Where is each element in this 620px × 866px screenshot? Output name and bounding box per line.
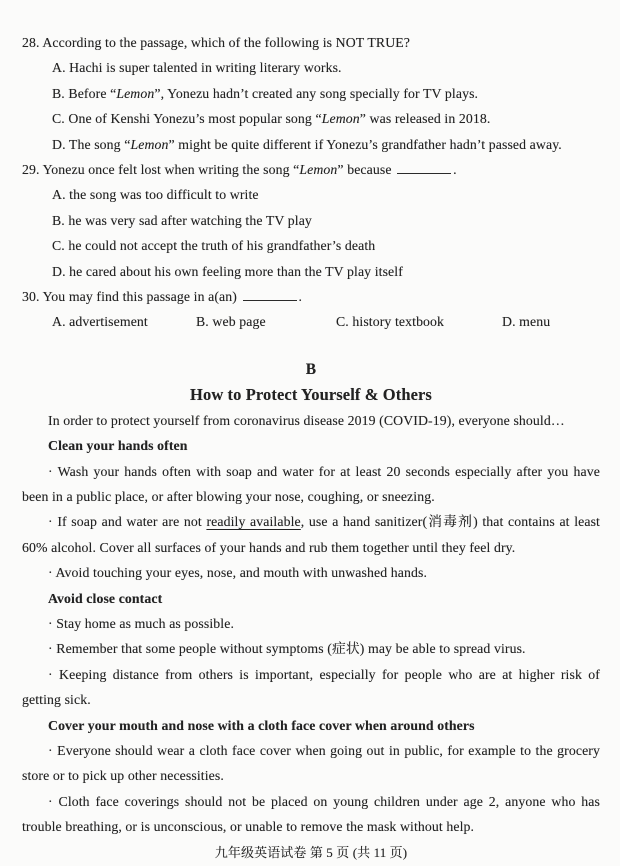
question-30-stem (22, 284, 600, 309)
option-text: D. The song “ (52, 136, 131, 152)
bullet-text: Wash your hands often with soap and water for at least 20 seconds especially after you have been in a public place, or after blowing your nose, coughing, or sneezing. (22, 463, 600, 504)
bullet-text: Cloth face coverings should not be placed on young children under age 2, anyone who has trouble breathing, or is unconscious, or unable to remove the mask without help. (22, 793, 600, 835)
passage-bullet (22, 738, 600, 789)
question-29-option-b (52, 208, 600, 233)
question-text: According to the passage, which of the following is NOT TRUE? (42, 35, 411, 50)
passage-heading-clean-hands: Clean your hands often (48, 438, 188, 454)
question-29-option-c (52, 233, 600, 258)
bullet-text: , use a hand sanitizer(消毒剂) that contains at least 60% alcohol. Cover all surfaces of your hands and rub them together until they feel dry. (22, 514, 600, 555)
song-title-italic: Lemon (299, 162, 338, 178)
question-text: . (298, 289, 303, 305)
section-spacer (22, 335, 600, 357)
passage-heading-cover-mouth: Cover your mouth and nose with a cloth face cover when around others (48, 717, 475, 733)
bullet-text: Avoid touching your eyes, nose, and mouth with unwashed hands. (55, 565, 428, 581)
answer-blank (243, 289, 297, 301)
question-29-option-d (52, 259, 600, 284)
section-label: B (305, 360, 317, 378)
question-29-stem (22, 157, 600, 182)
passage-bullet (22, 509, 600, 560)
underlined-phrase: readily available (206, 514, 301, 530)
question-text: ” because (337, 162, 392, 178)
option-text: A. the song was too difficult to write (52, 187, 259, 203)
passage-section (22, 357, 600, 840)
option-text: B. he was very sad after watching the TV play (52, 212, 312, 228)
option-text: B. web page (196, 314, 266, 330)
bullet-text: Everyone should wear a cloth face cover when going out in public, for example to the grocery store or to pick up other necessities. (22, 742, 600, 784)
passage-title: How to Protect Yourself & Others (190, 385, 432, 405)
bullet-text: Stay home as much as possible. (56, 615, 235, 631)
question-28-option-d (52, 132, 600, 157)
song-title-italic: Lemon (321, 111, 360, 127)
question-28-option-a (52, 55, 600, 80)
song-title-italic: Lemon (116, 85, 155, 101)
question-text: . (453, 162, 457, 178)
option-text: C. he could not accept the truth of his grandfather’s death (52, 238, 376, 254)
passage-bullet (22, 560, 600, 585)
option-text: A. advertisement (52, 314, 148, 330)
option-text: B. Before “ (52, 85, 117, 101)
passage-intro: In order to protect yourself from coronavirus disease 2019 (COVID-19), everyone should… (48, 412, 565, 428)
answer-blank (397, 162, 451, 174)
option-text: D. menu (502, 314, 551, 330)
bullet-dot-icon: · (48, 615, 53, 631)
bullet-text: If soap and water are not (57, 514, 207, 530)
bullet-dot-icon: · (48, 742, 53, 758)
passage-bullet (22, 611, 600, 636)
question-28-option-b (52, 81, 600, 106)
question-number: 30. (22, 289, 40, 305)
question-text: You may find this passage in a(an) (42, 289, 237, 305)
question-28-stem (22, 30, 600, 55)
bullet-dot-icon: · (48, 463, 53, 479)
option-text: ” was released in 2018. (359, 111, 491, 127)
bullet-dot-icon: · (48, 793, 53, 809)
song-title-italic: Lemon (130, 136, 169, 152)
passage-bullet (22, 459, 600, 510)
page-footer: 九年级英语试卷 第 5 页 (共 11 页) (214, 844, 408, 860)
bullet-text: Remember that some people without symptoms (症状) may be able to spread virus. (56, 641, 526, 657)
question-number: 29. (22, 162, 40, 178)
question-28-option-c (52, 106, 600, 131)
question-30-options-row (52, 309, 600, 334)
passage-heading-avoid-contact: Avoid close contact (48, 590, 163, 606)
bullet-dot-icon: · (48, 514, 53, 530)
questions-section (22, 30, 600, 335)
question-29-option-a (52, 182, 600, 207)
passage-bullet (22, 636, 600, 661)
option-text: D. he cared about his own feeling more than the TV play itself (52, 263, 403, 279)
bullet-dot-icon: · (48, 565, 53, 581)
option-text: ” might be quite different if Yonezu’s grandfather hadn’t passed away. (168, 136, 562, 152)
passage-bullet (22, 662, 600, 713)
passage-bullet (22, 789, 600, 840)
option-text: C. One of Kenshi Yonezu’s most popular song “ (52, 111, 322, 127)
bullet-text: Keeping distance from others is important, especially for people who are at higher risk of getting sick. (22, 666, 600, 708)
option-text: C. history textbook (336, 314, 445, 330)
question-number: 28. (22, 35, 40, 50)
bullet-dot-icon: · (48, 666, 53, 682)
bullet-dot-icon: · (48, 641, 53, 657)
option-text: A. Hachi is super talented in writing literary works. (52, 60, 342, 76)
question-text: Yonezu once felt lost when writing the song “ (42, 162, 300, 178)
option-text: ”, Yonezu hadn’t created any song specially for TV plays. (154, 85, 479, 101)
